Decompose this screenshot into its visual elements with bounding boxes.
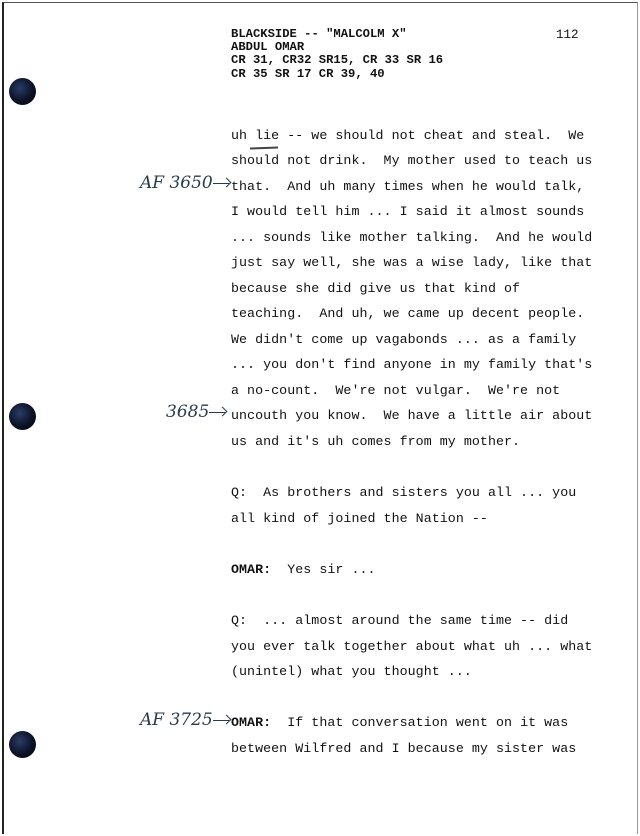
header-title: BLACKSIDE -- "MALCOLM X" <box>231 27 407 41</box>
header-interviewee: ABDUL OMAR <box>231 40 305 55</box>
document-header <box>231 28 443 81</box>
answer-line <box>231 562 376 577</box>
binder-hole-top <box>9 78 36 105</box>
answer-line: between Wilfred and I because my sister was <box>231 741 577 756</box>
transcript-line: us and it's uh comes from my mother. <box>231 434 521 449</box>
question-line: (unintel) what you thought ... <box>231 664 472 679</box>
question-line: Q: As brothers and sisters you all ... you <box>231 485 577 500</box>
binder-hole-bottom <box>9 731 36 758</box>
timecode-note-2 <box>166 402 227 422</box>
speaker-label: OMAR: <box>231 562 272 577</box>
transcript-line: that. And uh many times when he would talk, <box>231 179 585 194</box>
timecode-note-1 <box>140 173 231 193</box>
transcript-line: just say well, she was a wise lady, like that <box>231 255 593 270</box>
timecode-note-3 <box>140 710 231 730</box>
header-rolls-1: CR 31, CR32 SR15, CR 33 SR 16 <box>231 53 444 68</box>
transcript-line: uh lie -- we should not cheat and steal. We <box>231 128 585 143</box>
transcript-line: teaching. And uh, we came up decent people. <box>231 306 585 321</box>
answer-text: If that conversation went on it was <box>271 715 569 730</box>
header-rolls-2: CR 35 SR 17 CR 39, 40 <box>231 66 385 81</box>
transcript-line: uncouth you know. We have a little air about <box>231 408 593 423</box>
transcript-line: ... you don't find anyone in my family that's <box>231 357 593 372</box>
page-number: 112 <box>556 28 579 42</box>
transcript-line: because she did give us that kind of <box>231 281 521 296</box>
question-line: you ever talk together about what uh ... what <box>231 639 593 654</box>
transcript-line: We didn't come up vagabonds ... as a family <box>231 332 577 347</box>
answer-text: Yes sir ... <box>271 562 376 577</box>
timecode-text: AF 3725 <box>140 710 213 730</box>
transcript-line: should not drink. My mother used to teach us <box>231 153 593 168</box>
timecode-text: 3685 <box>166 402 210 422</box>
transcript-line: ... sounds like mother talking. And he would <box>231 230 593 245</box>
answer-line <box>231 715 568 730</box>
question-line: Q: ... almost around the same time -- did <box>231 613 569 628</box>
timecode-text: AF 3650 <box>140 173 213 193</box>
binder-hole-middle <box>9 403 36 430</box>
transcript-line: a no-count. We're not vulgar. We're not <box>231 383 561 398</box>
speaker-label: OMAR: <box>231 715 272 730</box>
transcript-line: I would tell him ... I said it almost sounds <box>231 204 585 219</box>
question-line: all kind of joined the Nation -- <box>231 511 488 526</box>
